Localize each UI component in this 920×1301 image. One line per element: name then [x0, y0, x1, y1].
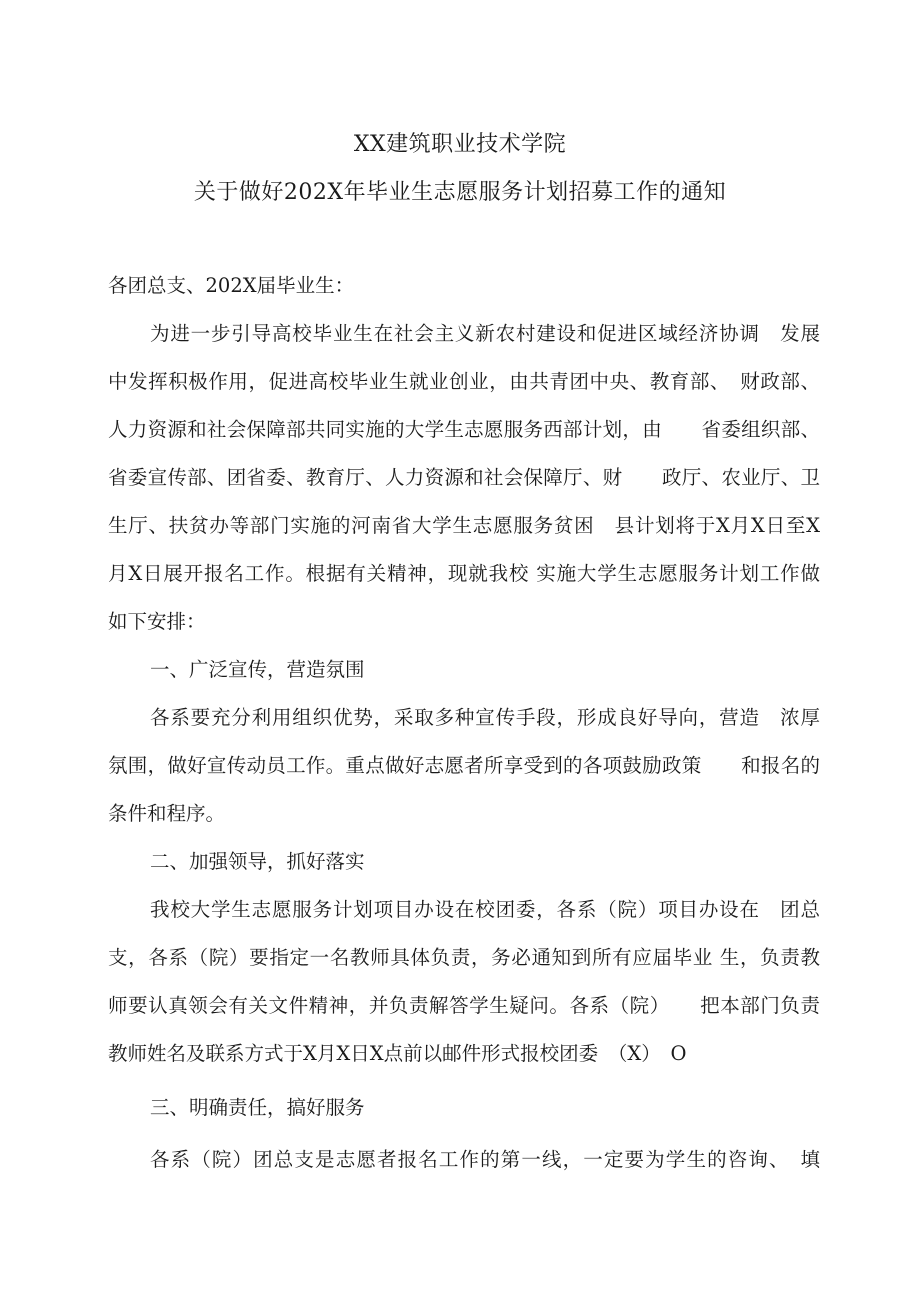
paragraph-4-line: 各系（院）团总支是志愿者报名工作的第一线，一定要为学生的咨询、 填 [150, 1148, 820, 1171]
section-heading-1: 一、广泛宣传，营造氛围 [150, 658, 365, 681]
paragraph-1-line: 如下安排： [108, 610, 206, 633]
paragraph-1-line: 省委宣传部、团省委、教育厅、人力资源和社会保障厅、财 政厅、农业厅、卫 [108, 466, 820, 489]
paragraph-2-line: 氛围，做好宣传动员工作。重点做好志愿者所享受到的各项鼓励政策 和报名的 [108, 754, 820, 777]
paragraph-1-line: 中发挥积极作用，促进高校毕业生就业创业，由共青团中央、教育部、 财政部、 [108, 370, 820, 393]
school-name: XX建筑职业技术学院 [353, 132, 567, 157]
salutation: 各团总支、202X届毕业生： [108, 274, 355, 297]
paragraph-1-line: 月X日展开报名工作。根据有关精神，现就我校 实施大学生志愿服务计划工作做 [108, 562, 820, 585]
paragraph-1-line: 为进一步引导高校毕业生在社会主义新农村建设和促进区域经济协调 发展 [150, 322, 820, 345]
section-heading-2: 二、加强领导，抓好落实 [150, 850, 365, 873]
paragraph-1-line: 人力资源和社会保障部共同实施的大学生志愿服务西部计划，由 省委组织部、 [108, 418, 820, 441]
paragraph-2-line: 条件和程序。 [108, 802, 226, 825]
paragraph-3-line: 支，各系（院）要指定一名教师具体负责，务必通知到所有应届毕业 生，负责教 [108, 946, 820, 969]
paragraph-3-line: 师要认真领会有关文件精神，并负责解答学生疑问。各系（院） 把本部门负责 [108, 994, 820, 1017]
section-heading-3: 三、明确责任，搞好服务 [150, 1096, 365, 1119]
paragraph-3-line: 我校大学生志愿服务计划项目办设在校团委，各系（院）项目办设在 团总 [150, 898, 820, 921]
paragraph-3-line: 教师姓名及联系方式于X月X日X点前以邮件形式报校团委 （X） O [108, 1042, 687, 1065]
paragraph-1-line: 生厅、扶贫办等部门实施的河南省大学生志愿服务贫困 县计划将于X月X日至X [108, 514, 820, 537]
paragraph-2-line: 各系要充分利用组织优势，采取多种宣传手段，形成良好导向，营造 浓厚 [150, 706, 820, 729]
document-title: 关于做好202X年毕业生志愿服务计划招募工作的通知 [193, 180, 727, 205]
